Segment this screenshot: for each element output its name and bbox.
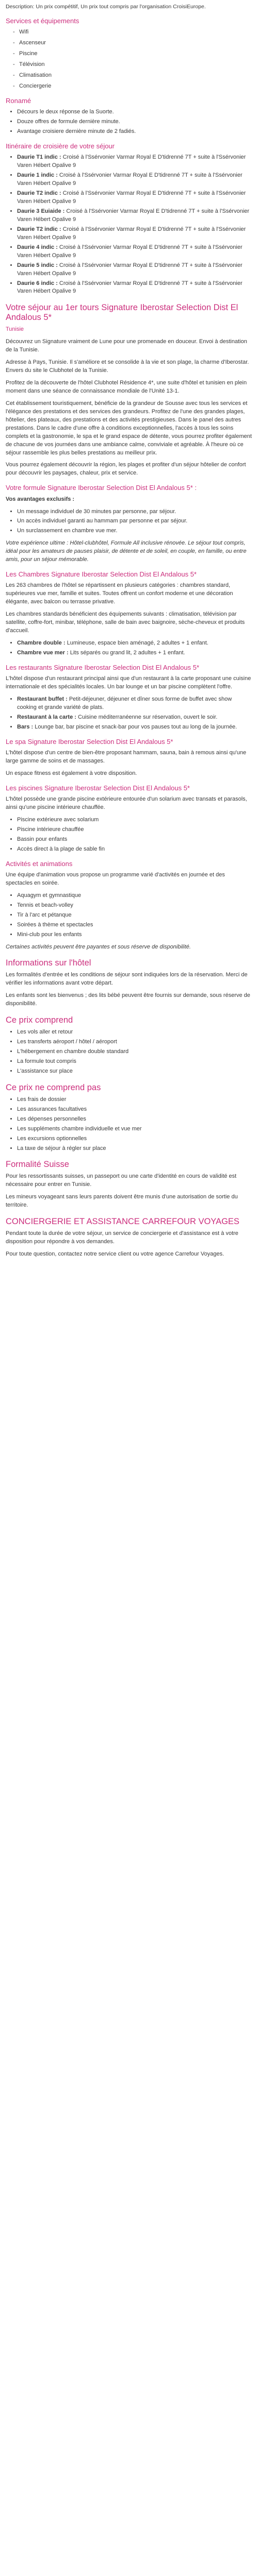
formalities-title: Formalité Suisse (6, 1160, 69, 1170)
main-subtitle: Tunisie (6, 326, 24, 333)
main-paragraph: Découvrez un Signature vraiment de Lune pour une promenade en douceur. Envoi à destination de la Tunisie. (6, 338, 247, 353)
list-item: - Wifi (13, 28, 252, 37)
pools-list (6, 816, 252, 854)
formalities-paragraph: Pour les ressortissants suisses, un passeport ou une carte d'identité en cours de validité est nécessaire pour entrer en Tunisie. (6, 1173, 237, 1188)
list-item: • Un accès individuel garanti au hammam par personne et par séjour. (17, 517, 252, 526)
room-type-name: Chambre double : (17, 640, 66, 647)
info-title: Informations sur l'hôtel (6, 958, 91, 968)
services-list (6, 28, 252, 91)
day-label: Daurie 1 indic : (17, 172, 58, 179)
list-item: • L'assistance sur place (17, 1067, 252, 1076)
spa-title: Le spa Signature Iberostar Selection Dist El Andalous 5* (6, 737, 173, 745)
list-item: - Climatisation (13, 72, 252, 80)
list-item: • Un message individuel de 30 minutes par personne, par séjour. (17, 508, 252, 516)
restaurants-intro: L'hôtel dispose d'un restaurant principal ainsi que d'un restaurant à la carte proposant une cuisine internationale et des spécialités locales. Un bar lounge et un bar piscine complètent l'offre. (6, 675, 251, 690)
restaurant-text: Cuisine méditerranéenne sur réservation, ouvert le soir. (78, 714, 218, 720)
offer-title: Votre formule Signature Iberostar Selection Dist El Andalous 5* : (6, 484, 197, 492)
insurance-paragraph: Pendant toute la durée de votre séjour, un service de conciergerie et d'assistance est à votre disposition pour répondre à vos demandes. (6, 1230, 238, 1245)
activities-paragraph: Une équipe d'animation vous propose un programme varié d'activités en journée et des spectacles en soirée. (6, 871, 225, 886)
rooms-detail-title: Les Chambres Signature Iberostar Selection Dist El Andalous 5* (6, 570, 197, 579)
list-item: • L'hébergement en chambre double standard (17, 1048, 252, 1056)
info-paragraph: Les enfants sont les bienvenus ; des lits bébé peuvent être fournis sur demande, sous réserve de disponibilité. (6, 992, 250, 1007)
excluded-title: Ce prix ne comprend pas (6, 1082, 101, 1092)
services-title: Services et équipements (6, 17, 79, 25)
main-paragraph: Adresse à Pays, Tunisie. Il s'améliore et se consolide à la vie et son plage, la charme d'Iberostar. Envers du site le Clubhotel de la Tunisie. (6, 359, 249, 374)
itinerary-title: Itinéraire de croisière de votre séjour (6, 142, 115, 150)
day-label: Daurie 3 Euiaide : (17, 208, 65, 215)
day-label: Daurie 4 indic : (17, 244, 58, 250)
insurance-paragraph: Pour toute question, contactez notre service client ou votre agence Carrefour Voyages. (6, 1251, 224, 1257)
room-type (17, 649, 252, 657)
room-types-list (6, 639, 252, 657)
restaurant-text: Petit-déjeuner, déjeuner et dîner sous forme de buffet avec show cooking et grande variété de plats. (17, 696, 232, 710)
list-item: • Bassin pour enfants (17, 836, 252, 844)
list-item: • Accès direct à la plage de sable fin (17, 845, 252, 854)
list-item: • Avantage croisiere dernière minute de 2 fadiés. (17, 128, 252, 136)
list-item: • La taxe de séjour à régler sur place (17, 1145, 252, 1153)
activities-list (6, 892, 252, 939)
list-item: • Piscine intérieure chauffée (17, 826, 252, 834)
day-label: Daurie T2 indic : (17, 226, 61, 232)
itinerary-day (17, 226, 252, 242)
restaurant-text: Lounge bar, bar piscine et snack-bar pour vos pauses tout au long de la journée. (35, 723, 237, 730)
main-paragraph: Vous pourrez également découvrir la région, les plages et profiter d'un séjour hôtelier de confort pour découvrir les paysages, chaleur, prix et service. (6, 462, 246, 477)
list-item: • Tir à l'arc et pétanque (17, 911, 252, 920)
day-text: Croisé à l'Ssérvonier Varmar Royal E D'tidrenné 7T + suite à l'Ssérvonier Varen Hébert Opalive 9 (17, 208, 250, 223)
day-text: Croisé à l'Ssérvonier Varmar Royal E D'tidrenné 7T + suite à l'Ssérvonier Varen Hébert Opalive 9 (17, 280, 243, 295)
spa-paragraph: L'hôtel dispose d'un centre de bien-être proposant hammam, sauna, bain à remous ainsi qu'une large gamme de soins et de massages. (6, 750, 247, 764)
day-text: Croisé à l'Ssérvonier Varmar Royal E D'tidrenné 7T + suite à l'Ssérvonier Varen Hébert Opalive 9 (17, 244, 243, 259)
list-item: • Les dépenses personnelles (17, 1115, 252, 1124)
day-label: Daurie T2 indic : (17, 190, 61, 197)
main-title: Votre séjour au 1er tours Signature Iberostar Selection Dist El Andalous 5* (6, 303, 238, 323)
itinerary-day (17, 154, 252, 170)
formalities-paragraph: Les mineurs voyageant sans leurs parents doivent être munis d'une autorisation de sortie du territoire. (6, 1194, 238, 1209)
list-item: - Conciergerie (13, 82, 252, 91)
list-item: • Aquagym et gymnastique (17, 892, 252, 900)
day-text: Croisé à l'Ssérvonier Varmar Royal E D'tidrenné 7T + suite à l'Ssérvonier Varen Hébert Opalive 9 (17, 262, 243, 277)
offer-subtitle: Vos avantages exclusifs : (6, 496, 75, 502)
insurance-title: CONCIERGERIE ET ASSISTANCE CARREFOUR VOYAGES (6, 1217, 239, 1227)
room-type-text: Lits séparés ou grand lit, 2 adultes + 1 enfant. (70, 649, 185, 656)
spa-paragraph: Un espace fitness est également à votre disposition. (6, 770, 137, 776)
pools-paragraph: L'hôtel possède une grande piscine extérieure entourée d'un solarium avec transats et parasols, ainsi qu'une piscine intérieure chauffée. (6, 796, 247, 811)
room-type (17, 639, 252, 648)
day-text: Croisé à l'Ssérvonier Varmar Royal E D'tidrenné 7T + suite à l'Ssérvonier Varen Hébert Opalive 9 (17, 226, 246, 241)
restaurant-item (17, 696, 252, 712)
day-text: Croisé à l'Ssérvonier Varmar Royal E D'tidrenné 7T + suite à l'Ssérvonier Varen Hébert Opalive 9 (17, 190, 246, 205)
pools-title: Les piscines Signature Iberostar Selection Dist El Andalous 5* (6, 784, 190, 792)
itinerary-day (17, 244, 252, 260)
restaurants-list (6, 696, 252, 732)
rooms-list (6, 108, 252, 136)
restaurant-item (17, 723, 252, 732)
restaurant-name: Restaurant buffet : (17, 696, 68, 703)
list-item: - Télévision (13, 61, 252, 69)
list-item: • Piscine extérieure avec solarium (17, 816, 252, 824)
main-paragraph: Profitez de la découverte de l'hôtel Clubhotel Résidence 4*, une suite d'hôtel et tunisien en plein moment dans une séance de connaissance mondiale de l'Unité 13-1. (6, 380, 247, 394)
rooms-title: Ronamé (6, 97, 31, 105)
rooms-detail-equipment: Les chambres standards bénéficient des équipements suivants : climatisation, télévision par satellite, coffre-fort, minibar, téléphone, salle de bain avec baignoire, sèche-cheveux et produits d'accueil. (6, 611, 245, 634)
list-item: - Ascenseur (13, 39, 252, 47)
offer-list (6, 508, 252, 536)
room-type-text: Lumineuse, espace bien aménagé, 2 adultes + 1 enfant. (67, 640, 208, 647)
itinerary-list (6, 154, 252, 296)
intro-text: Description: Un prix compétitif, Un prix tout compris par l'organisation CroisiEurope. (6, 4, 206, 10)
itinerary-day (17, 190, 252, 206)
list-item: • Les assurances facultatives (17, 1106, 252, 1114)
list-item: • Tennis et beach-volley (17, 902, 252, 910)
list-item: • Les suppléments chambre individuelle et vue mer (17, 1125, 252, 1133)
page (0, 0, 258, 1278)
list-item: • Les vols aller et retour (17, 1028, 252, 1037)
restaurant-item (17, 714, 252, 722)
room-type-name: Chambre vue mer : (17, 649, 69, 656)
info-paragraph: Les formalités d'entrée et les conditions de séjour sont indiquées lors de la réservation. Merci de vérifier les informations avant votre départ. (6, 972, 248, 987)
itinerary-day (17, 280, 252, 296)
list-item: • Soirées à thème et spectacles (17, 921, 252, 929)
list-item: • Les excursions optionnelles (17, 1135, 252, 1143)
itinerary-day (17, 262, 252, 278)
list-item: • La formule tout compris (17, 1058, 252, 1066)
day-label: Daurie 5 indic : (17, 262, 58, 268)
list-item: • Décours le deux réponse de la Suorte. (17, 108, 252, 116)
offer-note: Votre expérience ultime : Hôtel-clubhôtel, Formule All inclusive rénovée. Le séjour tout compris, idéal pour les amateurs de pauses plaisir, de détente et de soleil, en couple, en famille, ou entre amis, pour un séjour mémorable. (6, 540, 247, 563)
activities-title: Activités et animations (6, 859, 73, 868)
included-list (6, 1028, 252, 1076)
list-item: • Douze offres de formule dernière minute. (17, 118, 252, 126)
restaurants-title: Les restaurants Signature Iberostar Selection Dist El Andalous 5* (6, 663, 200, 671)
list-item: • Un surclassement en chambre vue mer. (17, 527, 252, 535)
list-item: • Les transferts aéroport / hôtel / aéroport (17, 1038, 252, 1046)
day-text: Croisé à l'Ssérvonier Varmar Royal E D'tidrenné 7T + suite à l'Ssérvonier Varen Hébert Opalive 9 (17, 154, 246, 169)
excluded-list (6, 1096, 252, 1153)
included-title: Ce prix comprend (6, 1015, 73, 1025)
itinerary-day (17, 208, 252, 224)
list-item: • Mini-club pour les enfants (17, 931, 252, 939)
itinerary-day (17, 172, 252, 188)
list-item: - Piscine (13, 50, 252, 58)
activities-note: Certaines activités peuvent être payantes et sous réserve de disponibilité. (6, 943, 191, 950)
restaurant-name: Bars : (17, 723, 34, 730)
rooms-detail-intro: Les 263 chambres de l'hôtel se répartissent en plusieurs catégories : chambres standard, supérieures vue mer, famille et suites. Toutes offrent un confort moderne et une décoration élégante, avec balcon ou terrasse privative. (6, 582, 233, 605)
day-label: Daurie T1 indic : (17, 154, 61, 161)
day-text: Croisé à l'Ssérvonier Varmar Royal E D'tidrenné 7T + suite à l'Ssérvonier Varen Hébert Opalive 9 (17, 172, 243, 187)
list-item: • Les frais de dossier (17, 1096, 252, 1104)
restaurant-name: Restaurant à la carte : (17, 714, 76, 720)
day-label: Daurie 6 indic : (17, 280, 58, 286)
main-paragraph: Cet établissement touristiquement, bénéficie de la grandeur de Sousse avec tous les services et l'élégance des prestations et des services des grandeurs. Profitez de l'une des grandes plages, hôtelier, des plateaux, des prestations et des activités prestigieuses. Dans le panel des autres prestations. Dans le cadre d'une offre à conditions exceptionnelles, l'accès à tous les soins complets et la gastronomie, le spa et le grand espace de détente, vous pourrez profiter également de chacune de vos journées dans une ambiance calme, conviviale et agréable. À l'heure où ce séjour rassemble les plus belles prestations au meilleur prix. (6, 400, 252, 456)
